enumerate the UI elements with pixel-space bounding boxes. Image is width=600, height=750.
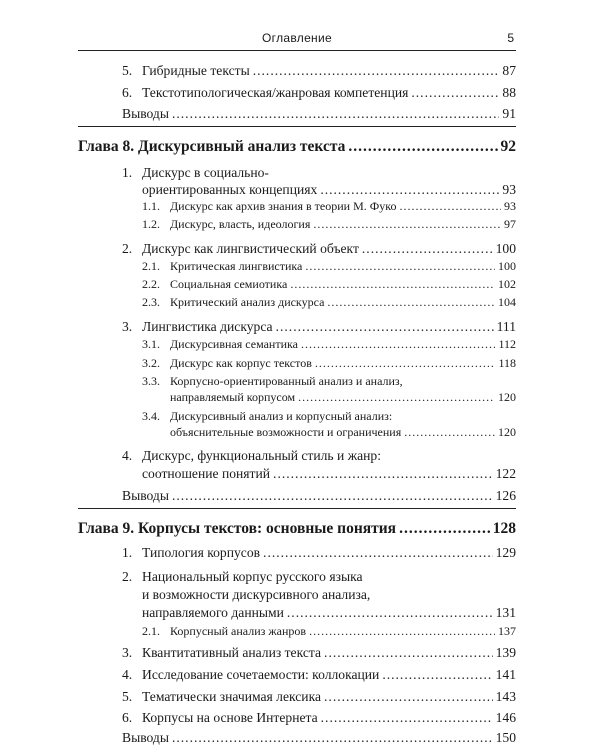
entry-number: 1.: [122, 165, 133, 180]
entry-page: 104: [498, 295, 516, 309]
entry-number: 6.: [122, 85, 133, 100]
leader-dots: [321, 709, 493, 726]
leader-dots: [399, 199, 501, 214]
entry-line: [142, 544, 516, 561]
entry-line: [170, 199, 516, 214]
leader-dots: [411, 84, 499, 101]
entry-title: Типология корпусов: [142, 545, 261, 560]
leader-dots: [172, 105, 499, 122]
entry-line: [142, 644, 516, 661]
entry-line: [170, 259, 516, 274]
entry-line: [170, 356, 516, 371]
entry-number: 3.: [122, 645, 133, 660]
entry-line: [142, 318, 516, 335]
entry-line: [170, 390, 516, 405]
entry-title: объяснительные возможности и ограничения: [170, 425, 402, 439]
entry-title: Дискурс как корпус текстов: [170, 356, 312, 370]
entry-number: 1.: [122, 545, 133, 560]
running-header-page-number: 5: [507, 31, 514, 45]
leader-dots: [263, 544, 493, 561]
entry-number: 2.1.: [142, 624, 160, 638]
chapter-title: Глава 8. Дискурсивный анализ текста: [78, 138, 346, 155]
leader-dots: [298, 390, 495, 405]
entry-title-line1: Дискурсивный анализ и корпусный анализ:: [170, 409, 393, 423]
entry-line: [142, 84, 516, 101]
entry-line: [122, 729, 516, 746]
entry-number: 6.: [122, 710, 133, 725]
entry-line: [142, 465, 516, 482]
entry-title-line1: Дискурс, функциональный стиль и жанр:: [142, 448, 381, 463]
entry-page: 88: [502, 85, 516, 100]
leader-dots: [327, 295, 495, 310]
entry-page: 146: [495, 710, 516, 725]
section-divider: [78, 126, 516, 127]
leader-dots: [287, 604, 493, 621]
leader-dots: [313, 217, 501, 232]
entry-line: [142, 240, 516, 257]
running-header-title: Оглавление: [262, 31, 332, 45]
entry-page: 126: [495, 488, 516, 503]
entry-title: направляемого данными: [142, 605, 284, 620]
leader-dots: [301, 337, 495, 352]
leader-dots: [253, 62, 500, 79]
entry-title: Корпусы на основе Интернета: [142, 710, 318, 725]
entry-title: Социальная семиотика: [170, 277, 288, 291]
entry-page: 122: [495, 466, 516, 481]
entry-title: Выводы: [122, 106, 169, 121]
entry-title: Дискурсивная семантика: [170, 337, 298, 351]
entry-number: 2.: [122, 569, 133, 584]
entry-page: 139: [495, 645, 516, 660]
entry-page: 141: [495, 667, 516, 682]
entry-title-line1: Дискурс в социально-: [142, 165, 269, 180]
entry-line: [142, 666, 516, 683]
entry-title: Квантитативный анализ текста: [142, 645, 322, 660]
entry-title: Исследование сочетаемости: коллокации: [142, 667, 380, 682]
entry-line: [142, 181, 516, 198]
entry-page: 120: [498, 425, 516, 439]
entry-number: 3.: [122, 319, 133, 334]
entry-page: 87: [502, 63, 516, 78]
entry-number: 2.1.: [142, 259, 160, 273]
entry-page: 102: [498, 277, 516, 291]
entry-number: 3.1.: [142, 337, 160, 351]
entry-title-line2: и возможности дискурсивного анализа,: [142, 587, 371, 602]
entry-number: 3.3.: [142, 374, 160, 388]
entry-line: [170, 277, 516, 292]
entry-page: 91: [502, 106, 516, 121]
entry-number: 5.: [122, 689, 133, 704]
leader-dots: [315, 356, 496, 371]
entry-number: 4.: [122, 448, 133, 463]
entry-page: 143: [495, 689, 516, 704]
entry-title: Дискурс как архив знания в теории М. Фуко: [170, 199, 397, 213]
entry-title: Гибридные тексты: [142, 63, 250, 78]
entry-number: 5.: [122, 63, 133, 78]
entry-title: Критическая лингвистика: [170, 259, 303, 273]
entry-line: [122, 487, 516, 504]
entry-title-line1: Корпусно-ориентированный анализ и анализ,: [170, 374, 403, 388]
entry-page: 100: [495, 241, 516, 256]
entry-title: Дискурс, власть, идеология: [170, 217, 311, 231]
leader-dots: [324, 644, 493, 661]
chapter-title: Глава 9. Корпусы текстов: основные понятия: [78, 520, 397, 537]
entry-line: [170, 337, 516, 352]
entry-title: Выводы: [122, 730, 169, 745]
entry-page: 150: [495, 730, 516, 745]
entry-title: Тематически значимая лексика: [142, 689, 322, 704]
entry-title: соотношение понятий: [142, 466, 271, 481]
entry-number: 1.2.: [142, 217, 160, 231]
entry-line: [78, 137, 516, 156]
entry-line: [170, 425, 516, 440]
chapter-page: 92: [500, 138, 516, 155]
entry-page: 118: [498, 356, 516, 370]
entry-page: 111: [496, 319, 516, 334]
entry-line: [170, 295, 516, 310]
entry-line: [78, 519, 516, 538]
entry-title: Лингвистика дискурса: [142, 319, 273, 334]
entry-number: 1.1.: [142, 199, 160, 213]
entry-line: [170, 624, 516, 639]
entry-page: 112: [498, 337, 516, 351]
entry-page: 97: [504, 217, 516, 231]
leader-dots: [309, 624, 495, 639]
leader-dots: [290, 277, 495, 292]
leader-dots: [320, 181, 499, 198]
entry-title: ориентированных концепциях: [142, 182, 318, 197]
entry-title: Корпусный анализ жанров: [170, 624, 307, 638]
entry-page: 93: [502, 182, 516, 197]
entry-number: 2.2.: [142, 277, 160, 291]
entry-page: 129: [495, 545, 516, 560]
leader-dots: [382, 666, 492, 683]
entry-title: Текстотипологическая/жанровая компетенция: [142, 85, 409, 100]
section-divider: [78, 508, 516, 509]
leader-dots: [172, 729, 493, 746]
leader-dots: [172, 487, 493, 504]
chapter-page: 128: [492, 520, 516, 537]
entry-line: [142, 604, 516, 621]
entry-page: 137: [498, 624, 516, 638]
entry-page: 131: [495, 605, 516, 620]
running-header: [78, 28, 516, 51]
leader-dots: [399, 519, 490, 538]
entry-line: [142, 709, 516, 726]
entry-number: 3.4.: [142, 409, 160, 423]
entry-number: 3.2.: [142, 356, 160, 370]
leader-dots: [305, 259, 495, 274]
entry-line: [142, 62, 516, 79]
entry-title: Критический анализ дискурса: [170, 295, 325, 309]
entry-title: Выводы: [122, 488, 169, 503]
entry-line: [142, 688, 516, 705]
entry-number: 2.3.: [142, 295, 160, 309]
entry-number: 2.: [122, 241, 133, 256]
entry-title-line1: Национальный корпус русского языка: [142, 569, 363, 584]
entry-page: 120: [498, 390, 516, 404]
entry-number: 4.: [122, 667, 133, 682]
leader-dots: [324, 688, 493, 705]
entry-line: [170, 217, 516, 232]
leader-dots: [362, 240, 493, 257]
entry-page: 93: [504, 199, 516, 213]
leader-dots: [404, 425, 495, 440]
leader-dots: [348, 137, 497, 156]
leader-dots: [273, 465, 493, 482]
leader-dots: [276, 318, 494, 335]
entry-page: 100: [498, 259, 516, 273]
entry-title: Дискурс как лингвистический объект: [142, 241, 359, 256]
entry-title: направляемый корпусом: [170, 390, 296, 404]
entry-line: [122, 105, 516, 122]
